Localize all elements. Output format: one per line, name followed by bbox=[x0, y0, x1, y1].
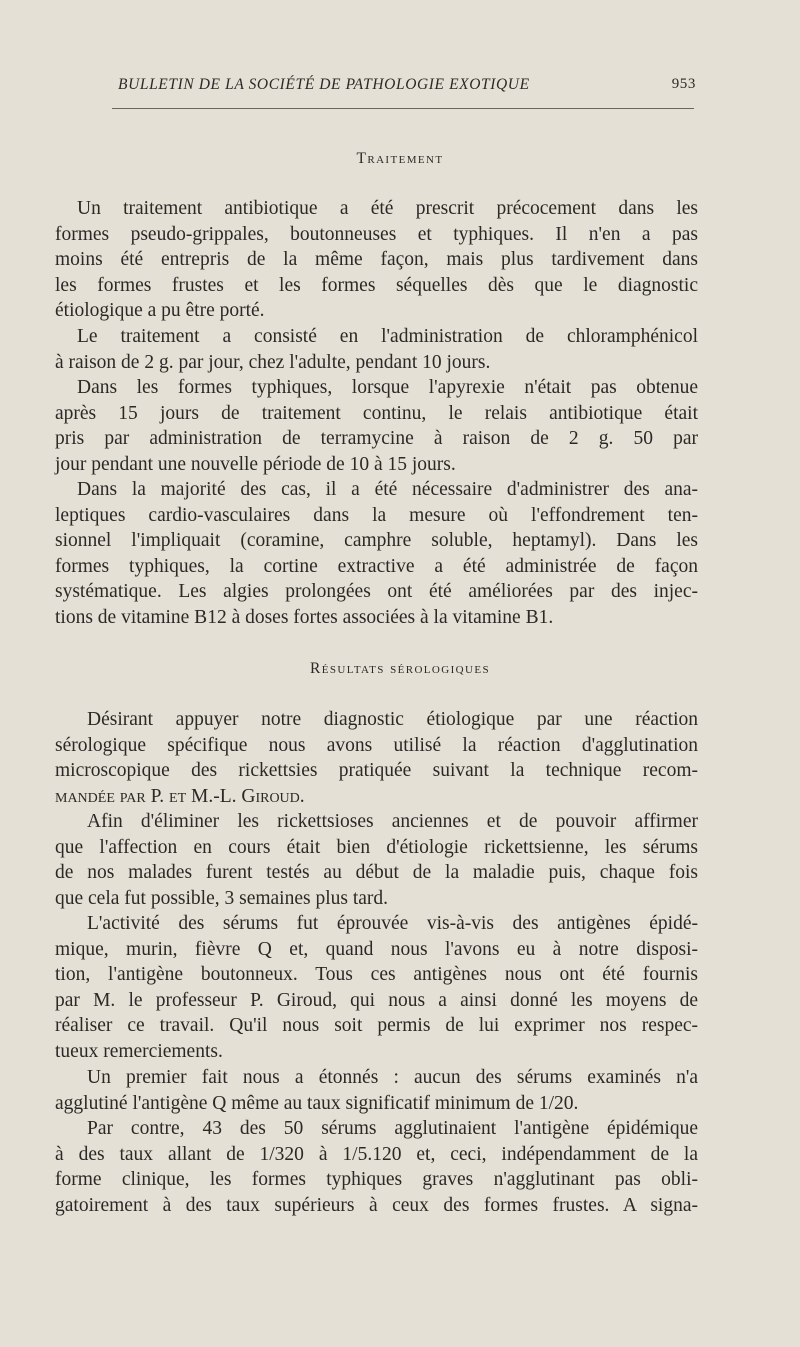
text-line: tions de vitamine B12 à doses fortes associées à la vitamine B1. bbox=[55, 606, 554, 628]
text-line: microscopique des rickettsies pratiquée suivant la technique recom- bbox=[55, 760, 698, 782]
section-title-traitement: Traitement bbox=[356, 150, 444, 167]
text-line: que cela fut possible, 3 semaines plus tard. bbox=[55, 887, 389, 909]
text-line: moins été entrepris de la même façon, mais plus tardivement dans bbox=[55, 249, 698, 271]
text-line: Dans la majorité des cas, il a été nécessaire d'administrer des ana- bbox=[77, 479, 698, 500]
text-line: sérologique spécifique nous avons utilisé la réaction d'agglutination bbox=[55, 734, 698, 756]
text-line: Dans les formes typhiques, lorsque l'apyrexie n'était pas obtenue bbox=[77, 377, 698, 398]
text-line: après 15 jours de traitement continu, le relais antibiotique était bbox=[55, 402, 698, 424]
page-number: 953 bbox=[671, 76, 696, 92]
text-line: par M. le professeur P. Giroud, qui nous a ainsi donné les moyens de bbox=[55, 989, 698, 1011]
text-line: gatoirement à des taux supérieurs à ceux des formes frustes. A signa- bbox=[55, 1194, 698, 1216]
running-title: BULLETIN DE LA SOCIÉTÉ DE PATHOLOGIE EXOTIQUE bbox=[118, 76, 530, 93]
text-line: agglutiné l'antigène Q même au taux significatif minimum de 1/20. bbox=[55, 1092, 579, 1114]
text-line: formes typhiques, la cortine extractive a été administrée de façon bbox=[55, 555, 698, 577]
paragraph bbox=[55, 1065, 698, 1116]
text-line: tion, l'antigène boutonneux. Tous ces antigènes nous ont été fournis bbox=[55, 964, 698, 986]
text-line: sionnel l'impliquait (coramine, camphre soluble, heptamyl). Dans les bbox=[55, 530, 698, 552]
paragraph bbox=[55, 1116, 698, 1218]
paragraph bbox=[55, 324, 698, 375]
text-line: Afin d'éliminer les rickettsioses anciennes et de pouvoir affirmer bbox=[87, 811, 698, 832]
text-line: mique, murin, fièvre Q et, quand nous l'avons eu à notre disposi- bbox=[55, 938, 698, 960]
text-line: systématique. Les algies prolongées ont été améliorées par des injec- bbox=[55, 581, 698, 603]
text-line: Désirant appuyer notre diagnostic étiologique par une réaction bbox=[87, 709, 698, 730]
text-line: Le traitement a consisté en l'administration de chloramphénicol bbox=[77, 326, 698, 347]
paragraph bbox=[55, 707, 698, 809]
paragraph bbox=[55, 196, 698, 324]
text-line: jour pendant une nouvelle période de 10 à 15 jours. bbox=[55, 453, 456, 475]
paragraph bbox=[55, 911, 698, 1065]
text-line: à des taux allant de 1/320 à 1/5.120 et, ceci, indépendamment de la bbox=[55, 1143, 698, 1165]
paragraph bbox=[55, 809, 698, 911]
text-line: L'activité des sérums fut éprouvée vis-à-vis des antigènes épidé- bbox=[87, 913, 698, 934]
text-line: à raison de 2 g. par jour, chez l'adulte, pendant 10 jours. bbox=[55, 351, 491, 373]
text-line: pris par administration de terramycine à raison de 2 g. 50 par bbox=[55, 428, 698, 450]
paragraph bbox=[55, 375, 698, 477]
text-line: forme clinique, les formes typhiques graves n'agglutinant pas obli- bbox=[55, 1169, 698, 1191]
text-line: étiologique a pu être porté. bbox=[55, 300, 265, 322]
text-line: que l'affection en cours était bien d'étiologie rickettsienne, les sérums bbox=[55, 836, 698, 858]
text-line: Un traitement antibiotique a été prescrit précocement dans les bbox=[77, 198, 698, 219]
text-line: Un premier fait nous a étonnés : aucun des sérums examinés n'a bbox=[87, 1067, 698, 1088]
text-line: Par contre, 43 des 50 sérums agglutinaient l'antigène épidémique bbox=[87, 1118, 698, 1139]
text-line: formes pseudo-grippales, boutonneuses et typhiques. Il n'en a pas bbox=[55, 223, 698, 245]
text-line: mandée par P. et M.-L. Giroud. bbox=[55, 785, 305, 807]
text-line: réaliser ce travail. Qu'il nous soit permis de lui exprimer nos respec- bbox=[55, 1015, 698, 1037]
text-line: de nos malades furent testés au début de la maladie puis, chaque fois bbox=[55, 862, 698, 884]
running-header bbox=[118, 76, 696, 98]
text-line: tueux remerciements. bbox=[55, 1040, 223, 1062]
section-title-resultats-serologiques: Résultats sérologiques bbox=[309, 660, 491, 677]
text-line: les formes frustes et les formes séquelles dès que le diagnostic bbox=[55, 274, 698, 296]
text-line: leptiques cardio-vasculaires dans la mesure où l'effondrement ten- bbox=[55, 504, 698, 526]
header-rule bbox=[112, 108, 694, 109]
paragraph bbox=[55, 477, 698, 631]
